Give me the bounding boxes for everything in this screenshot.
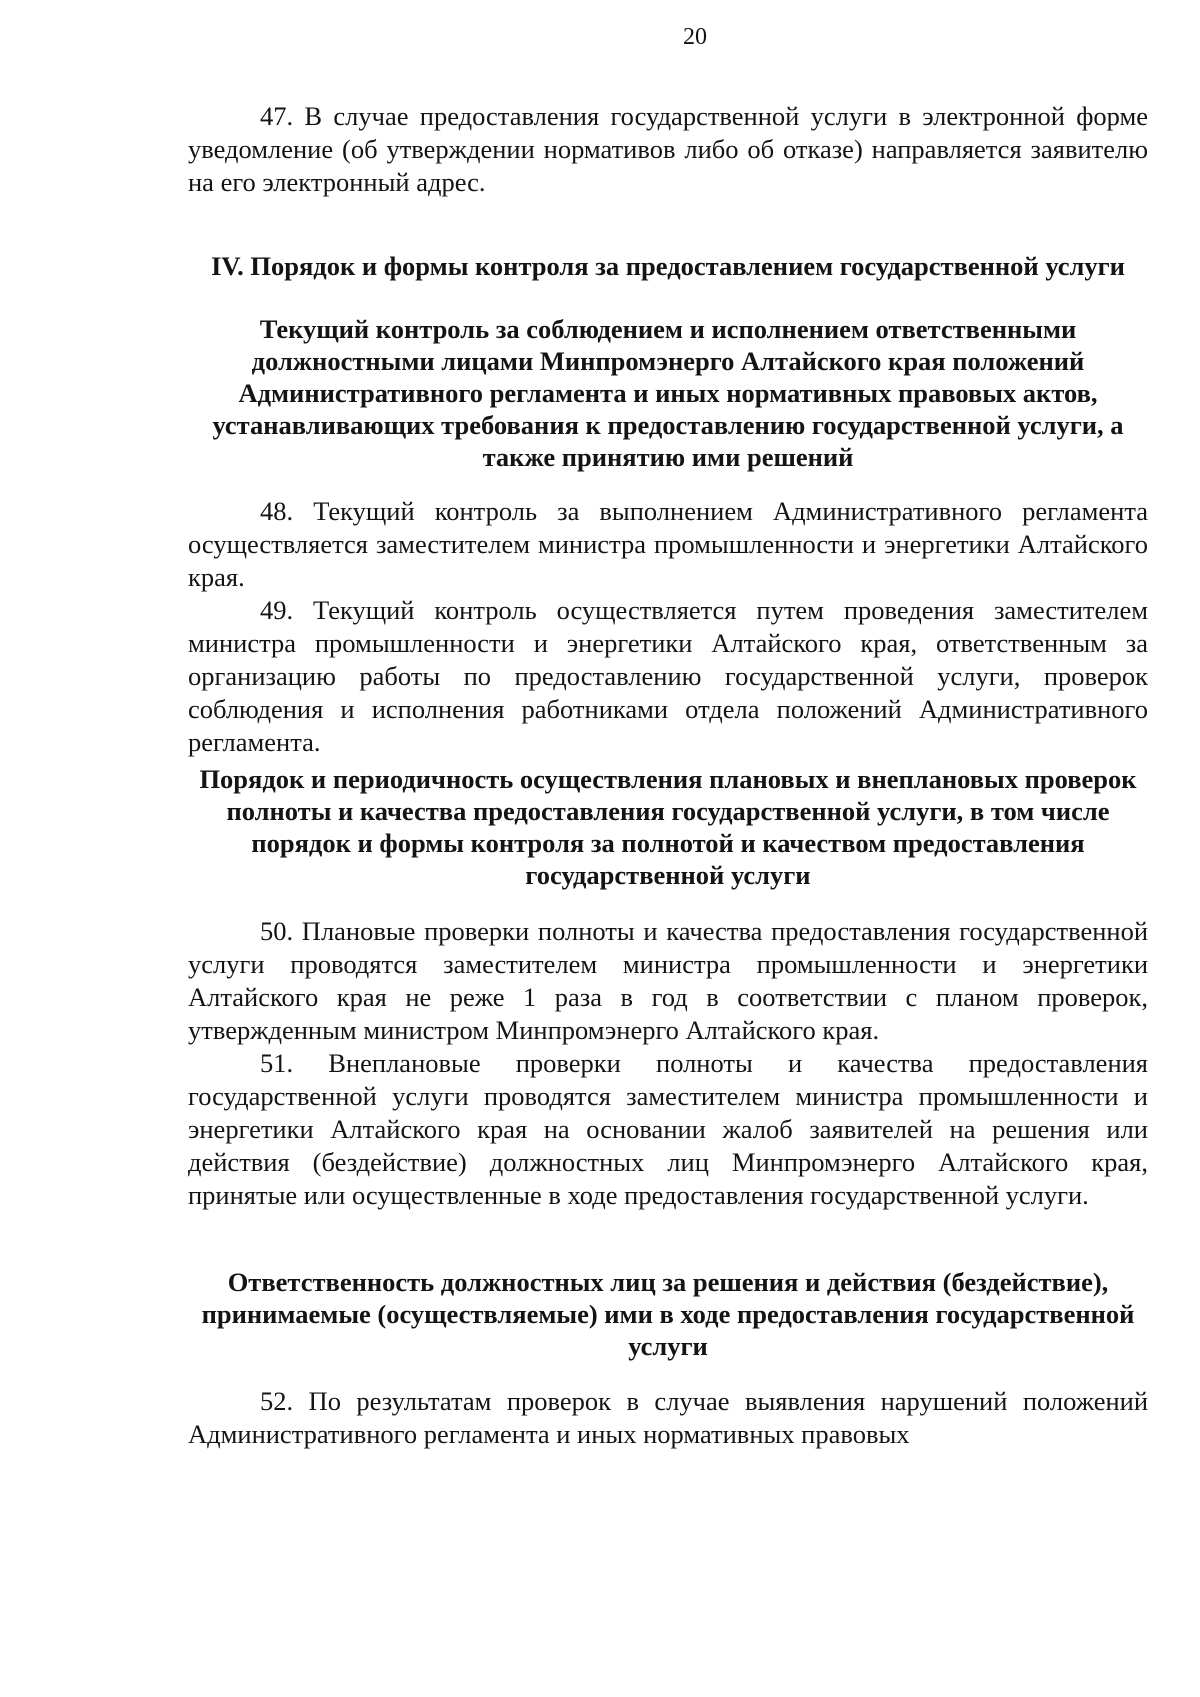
paragraphs-48-49-block bbox=[188, 495, 1148, 759]
paragraph-51: 51. Внеплановые проверки полноты и качества предоставления государственной услуги проводятся заместителем министра промышленности и энергетики Алтайского края на основании жалоб заявителей на решения или действия (бездействие) должностных лиц Минпромэнерго Алтайского края, принятые или осуществленные в ходе предоставления государственной услуги. bbox=[188, 1048, 1148, 1210]
page-number: 20 bbox=[683, 24, 707, 50]
paragraph-49: 49. Текущий контроль осуществляется путем проведения заместителем министра промышленности и энергетики Алтайского края, ответственным за организацию работы по предоставлению государственной услуги, проверок соблюдения и исполнения работниками отдела положений Административного регламента. bbox=[188, 595, 1148, 757]
paragraph-50: 50. Плановые проверки полноты и качества предоставления государственной услуги проводятся заместителем министра промышленности и энергетики Алтайского края не реже 1 раза в год в соответствии с планом проверок, утвержденным министром Минпромэнерго Алтайского края. bbox=[188, 916, 1148, 1045]
paragraphs-50-51-block bbox=[188, 915, 1148, 1212]
paragraph-48: 48. Текущий контроль за выполнением Административного регламента осуществляется заместителем министра промышленности и энергетики Алтайского края. bbox=[188, 496, 1148, 592]
section-iv-title: IV. Порядок и формы контроля за предоставлением государственной услуги bbox=[211, 251, 1125, 281]
subheading-current-control: Текущий контроль за соблюдением и исполнением ответственными должностными лицами Минпромэнерго Алтайского края положений Административного регламента и иных нормативных правовых актов, устанавливающих требования к предоставлению государственной услуги, а также принятию ими решений bbox=[212, 314, 1124, 472]
paragraph-47: 47. В случае предоставления государственной услуги в электронной форме уведомление (об утверждении нормативов либо об отказе) направляется заявителю на его электронный адрес. bbox=[188, 101, 1148, 197]
subheading-responsibility: Ответственность должностных лиц за решения и действия (бездействие), принимаемые (осуществляемые) ими в ходе предоставления государственной услуги bbox=[201, 1267, 1135, 1361]
paragraph-52: 52. По результатам проверок в случае выявления нарушений положений Административного регламента и иных нормативных правовых bbox=[188, 1386, 1148, 1449]
subheading-inspections: Порядок и периодичность осуществления плановых и внеплановых проверок полноты и качества предоставления государственной услуги, в том числе порядок и формы контроля за полнотой и качеством предоставления государственной услуги bbox=[199, 764, 1137, 890]
paragraph-47-block bbox=[188, 100, 1148, 199]
paragraph-52-block bbox=[188, 1385, 1148, 1451]
